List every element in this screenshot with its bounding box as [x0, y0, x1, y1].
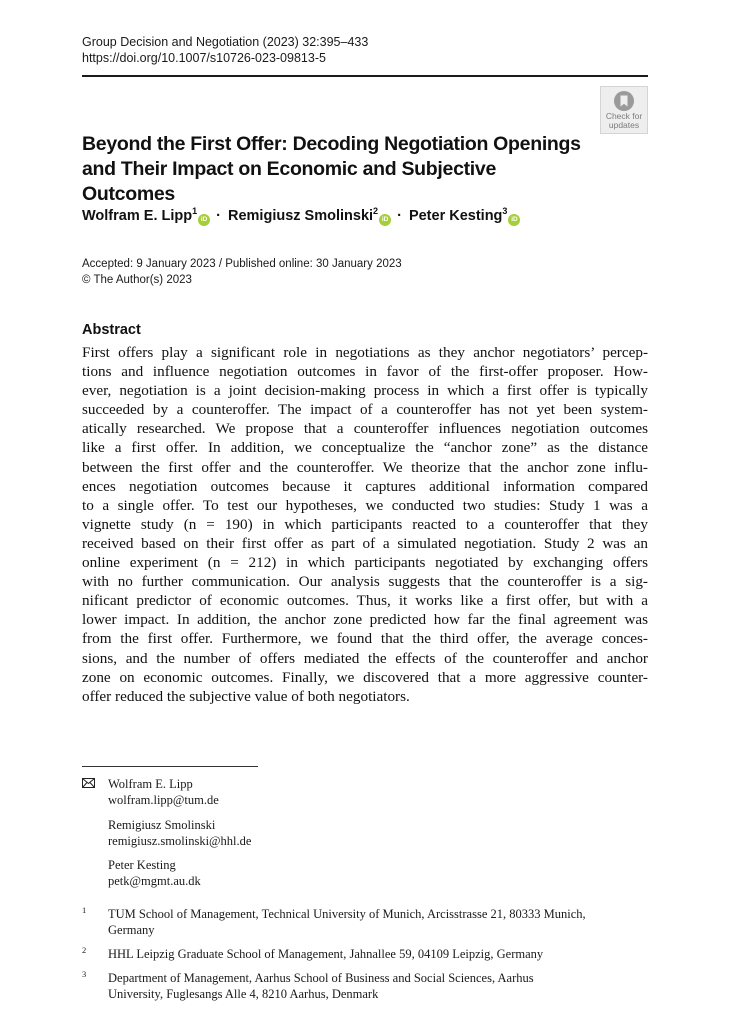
affiliation-marker: 3	[502, 206, 508, 216]
abstract-line: tions and influence negotiation outcomes in favor of the first-offer proposer. How-	[82, 363, 648, 381]
abstract-line: to a single offer. To test our hypotheses, we conducted two studies: Study 1 was a	[82, 496, 648, 514]
abstract-line: ences negotiation outcomes because it captures additional information compared	[82, 477, 648, 495]
author-name[interactable]: Peter Kesting	[408, 208, 503, 224]
abstract-line: between the first offer and the counteroffer. We theorize that the anchor zone influ-	[82, 458, 648, 476]
abstract-line: received based on their first offer as part of a simulated negotiation. Study 2 was an	[82, 534, 648, 552]
journal-citation: Group Decision and Negotiation (2023) 32:395–433	[82, 35, 369, 49]
affiliation-line: HHL Leipzig Graduate School of Management, Jahnallee 59, 04109 Leipzig, Germany	[108, 947, 544, 961]
orcid-icon[interactable]: iD	[198, 214, 210, 226]
title-line-1: Beyond the First Offer: Decoding Negotiation Openings	[82, 133, 581, 155]
affiliation-line: Germany	[108, 923, 155, 937]
article-title	[82, 132, 592, 207]
abstract-line: from the first offer. Furthermore, we found that the third offer, the average conces-	[82, 630, 648, 648]
abstract-line: atically researched. We propose that a counteroffer influences negotiation outcomes	[82, 420, 648, 438]
author-separator: ·	[397, 208, 402, 224]
orcid-icon[interactable]: iD	[379, 214, 391, 226]
abstract-line: succeeded by a counteroffer. The impact of a counteroffer has not yet been system-	[82, 401, 648, 419]
affiliation-marker: 2	[373, 206, 379, 216]
envelope-icon	[82, 778, 95, 788]
abstract-line: nificant predictor of economic outcomes. Thus, it works like a first offer, but with a	[82, 592, 648, 610]
bookmark-icon	[613, 90, 635, 112]
publication-dates	[82, 256, 402, 288]
contact-entry	[108, 857, 201, 889]
contact-entry	[108, 817, 251, 849]
abstract-line: offer reduced the subjective value of both negotiators.	[82, 687, 410, 705]
abstract-line: zone on economic outcomes. Finally, we discovered that a more aggressive counter-	[82, 668, 648, 686]
contact-name: Remigiusz Smolinski	[108, 818, 216, 832]
contact-entry	[108, 776, 219, 808]
abstract-line: vignette study (n = 190) in which participants reacted to a counteroffer that they	[82, 515, 648, 533]
contact-email[interactable]: petk@mgmt.au.dk	[108, 874, 201, 888]
abstract-line: ever, negotiation is a joint decision-making process in which a first offer is typically	[82, 382, 648, 400]
check-for-label: Check for	[605, 111, 643, 121]
affiliation-line: University, Fuglesangs Alle 4, 8210 Aarhus, Denmark	[108, 987, 379, 1001]
affiliation-number: 1	[82, 905, 87, 915]
updates-label: updates	[608, 120, 640, 130]
abstract-line: online experiment (n = 212) in which participants negotiated by exchanging offers	[82, 554, 648, 572]
orcid-icon[interactable]: iD	[508, 214, 520, 226]
header-rule	[82, 75, 648, 77]
affiliation-number: 3	[82, 969, 87, 979]
affiliation-line: TUM School of Management, Technical University of Munich, Arcisstrasse 21, 80333 Munich,	[108, 907, 586, 921]
affiliation-marker: 1	[192, 206, 198, 216]
abstract-line: sions, and the number of offers mediated the effects of the counteroffer and anchor	[82, 649, 648, 667]
contact-email[interactable]: remigiusz.smolinski@hhl.de	[108, 834, 252, 848]
journal-header	[82, 34, 368, 66]
footnote-rule	[82, 766, 258, 767]
author-list	[82, 206, 523, 226]
copyright-notice: © The Author(s) 2023	[82, 274, 192, 286]
title-line-2: and Their Impact on Economic and Subjective Outcomes	[82, 158, 497, 205]
doi-link[interactable]: https://doi.org/10.1007/s10726-023-09813-5	[82, 51, 326, 65]
accepted-published-date: Accepted: 9 January 2023 / Published online: 30 January 2023	[82, 258, 402, 270]
affiliation-number: 2	[82, 945, 87, 955]
abstract-body	[82, 343, 648, 706]
abstract-line: lower impact. In addition, the anchor zone predicted how far the final agreement was	[82, 611, 648, 629]
author-name[interactable]: Wolfram E. Lipp	[82, 208, 193, 224]
author-name[interactable]: Remigiusz Smolinski	[228, 208, 374, 224]
author-separator: ·	[216, 208, 221, 224]
abstract-line: like a first offer. In addition, we conceptualize the “anchor zone” as the distance	[82, 439, 648, 457]
affiliation-line: Department of Management, Aarhus School of Business and Social Sciences, Aarhus	[108, 971, 534, 985]
contact-email[interactable]: wolfram.lipp@tum.de	[108, 793, 219, 807]
contact-name: Wolfram E. Lipp	[108, 777, 193, 791]
contact-name: Peter Kesting	[108, 858, 176, 872]
abstract-line: with no further communication. Our analysis suggests that the counteroffer is a sig-	[82, 573, 648, 591]
check-for-updates-badge[interactable]	[600, 86, 648, 134]
abstract-heading: Abstract	[82, 322, 141, 338]
abstract-line: First offers play a significant role in negotiations as they anchor negotiators’ percep-	[82, 344, 648, 361]
